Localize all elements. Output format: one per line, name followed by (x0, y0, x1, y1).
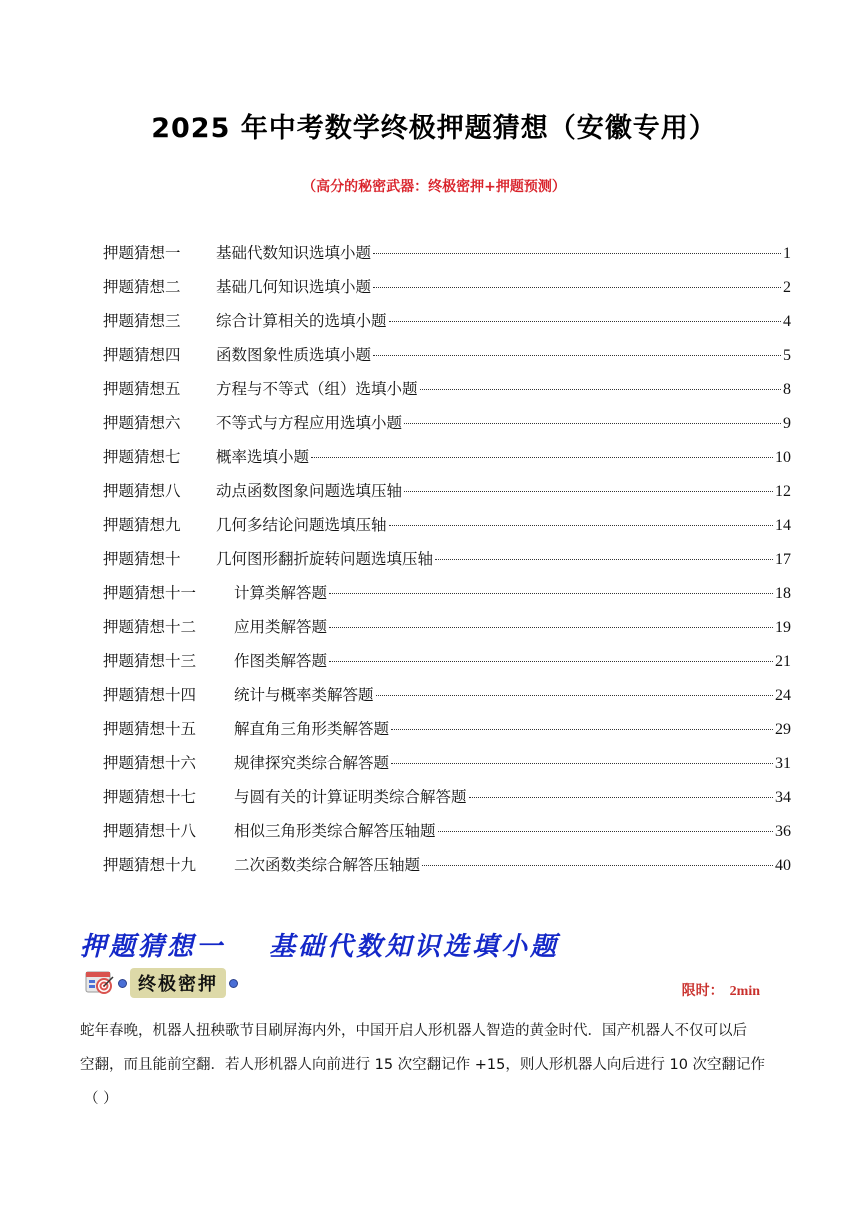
toc-entry-page: 19 (775, 619, 791, 636)
toc-entry[interactable] (103, 445, 791, 479)
toc-entry-page: 8 (783, 381, 791, 398)
toc-dot-leader (391, 729, 773, 730)
toc-dot-leader (311, 457, 773, 458)
toc-entry-label: 押题猜想一 (103, 244, 181, 262)
toc-entry-page: 12 (775, 483, 791, 500)
final-prediction-badge (85, 968, 241, 998)
toc-entry[interactable] (103, 411, 791, 445)
time-limit-value: 2min (729, 984, 760, 999)
toc-entry[interactable] (103, 513, 791, 547)
question-line: 空翻，而且能前空翻．若人形机器人向前进行 15 次空翻记作 +15，则人形机器人向后进行 10 次空翻记作 (80, 1057, 766, 1073)
section-label: 押题猜想一 (80, 932, 226, 962)
toc-entry[interactable] (103, 717, 791, 751)
toc-entry[interactable] (103, 343, 791, 377)
toc-entry-page: 18 (775, 585, 791, 602)
toc-entry-label: 押题猜想八 (103, 482, 181, 500)
toc-entry[interactable] (103, 751, 791, 785)
toc-dot-leader (329, 661, 773, 662)
toc-entry-page: 1 (783, 245, 791, 262)
toc-dot-leader (373, 355, 781, 356)
toc-entry-label: 押题猜想十九 (103, 856, 197, 874)
toc-entry-label: 押题猜想十 (103, 550, 181, 568)
toc-entry-topic: 几何多结论问题选填压轴 (216, 516, 387, 534)
toc-entry-topic: 方程与不等式（组）选填小题 (216, 380, 418, 398)
time-limit-label: 限时： (681, 983, 724, 999)
toc-dot-leader (438, 831, 773, 832)
toc-entry-label: 押题猜想十二 (103, 618, 197, 636)
toc-dot-leader (435, 559, 773, 560)
toc-entry-topic: 基础几何知识选填小题 (216, 278, 372, 296)
toc-entry[interactable] (103, 241, 791, 275)
toc-dot-leader (373, 287, 781, 288)
badge-label: 终极密押 (130, 968, 226, 998)
toc-entry-page: 2 (783, 279, 791, 296)
toc-entry[interactable] (103, 649, 791, 683)
toc-entry-page: 9 (783, 415, 791, 432)
toc-entry-topic: 基础代数知识选填小题 (216, 244, 372, 262)
toc-entry[interactable] (103, 547, 791, 581)
toc-entry-topic: 几何图形翻折旋转问题选填压轴 (216, 550, 434, 568)
toc-entry-topic: 函数图象性质选填小题 (216, 346, 372, 364)
answer-blank: （ ） (84, 1091, 118, 1107)
toc-entry[interactable] (103, 479, 791, 513)
toc-entry-label: 押题猜想十四 (103, 686, 197, 704)
toc-entry-label: 押题猜想十七 (103, 788, 197, 806)
toc-entry-page: 40 (775, 857, 791, 874)
toc-entry-label: 押题猜想三 (103, 312, 181, 330)
target-icon (85, 969, 115, 997)
toc-dot-leader (422, 865, 773, 866)
toc-entry-page: 24 (775, 687, 791, 704)
section-topic: 基础代数知识选填小题 (269, 932, 560, 962)
section-heading (80, 926, 559, 963)
document-title: 2025 年中考数学终极押题猜想（安徽专用） (151, 113, 717, 144)
toc-entry-topic: 计算类解答题 (234, 584, 328, 602)
toc-dot-leader (389, 321, 781, 322)
toc-entry-label: 押题猜想五 (103, 380, 181, 398)
toc-entry[interactable] (103, 581, 791, 615)
toc-entry-label: 押题猜想十五 (103, 720, 197, 738)
toc-entry[interactable] (103, 819, 791, 853)
toc-dot-leader (373, 253, 781, 254)
toc-entry[interactable] (103, 377, 791, 411)
toc-entry-topic: 与圆有关的计算证明类综合解答题 (234, 788, 467, 806)
toc-entry-topic: 作图类解答题 (234, 652, 328, 670)
toc-entry-topic: 应用类解答题 (234, 618, 328, 636)
question-line: 蛇年春晚，机器人扭秧歌节目刷屏海内外，中国开启人形机器人智造的黄金时代．国产机器人不仅可以后 (80, 1023, 747, 1039)
question-text (80, 1014, 788, 1116)
toc-dot-leader (404, 491, 773, 492)
toc-dot-leader (420, 389, 781, 390)
toc-dot-leader (329, 593, 773, 594)
toc-entry-page: 21 (775, 653, 791, 670)
toc-entry-topic: 不等式与方程应用选填小题 (216, 414, 403, 432)
toc-entry-topic: 综合计算相关的选填小题 (216, 312, 387, 330)
toc-entry-label: 押题猜想十六 (103, 754, 197, 772)
badge-dot-left (118, 979, 127, 988)
toc-entry-topic: 动点函数图象问题选填压轴 (216, 482, 403, 500)
toc-entry-label: 押题猜想六 (103, 414, 181, 432)
badge-dot-right (229, 979, 238, 988)
toc-dot-leader (391, 763, 773, 764)
toc-dot-leader (469, 797, 773, 798)
table-of-contents (103, 241, 791, 887)
toc-dot-leader (376, 695, 773, 696)
toc-entry-topic: 解直角三角形类解答题 (234, 720, 390, 738)
toc-entry-topic: 规律探究类综合解答题 (234, 754, 390, 772)
toc-entry-label: 押题猜想九 (103, 516, 181, 534)
toc-entry-label: 押题猜想二 (103, 278, 181, 296)
toc-entry-page: 17 (775, 551, 791, 568)
toc-entry-label: 押题猜想十一 (103, 584, 197, 602)
toc-entry-page: 29 (775, 721, 791, 738)
toc-entry-label: 押题猜想十八 (103, 822, 197, 840)
toc-entry-page: 36 (775, 823, 791, 840)
toc-entry-topic: 相似三角形类综合解答压轴题 (234, 822, 436, 840)
toc-entry-label: 押题猜想十三 (103, 652, 197, 670)
toc-entry-label: 押题猜想四 (103, 346, 181, 364)
toc-entry-page: 14 (775, 517, 791, 534)
toc-entry[interactable] (103, 683, 791, 717)
toc-dot-leader (389, 525, 773, 526)
toc-entry-page: 34 (775, 789, 791, 806)
toc-entry-page: 10 (775, 449, 791, 466)
toc-entry-page: 4 (783, 313, 791, 330)
toc-dot-leader (404, 423, 781, 424)
toc-entry-page: 5 (783, 347, 791, 364)
toc-entry-topic: 二次函数类综合解答压轴题 (234, 856, 421, 874)
toc-entry-topic: 概率选填小题 (216, 448, 310, 466)
toc-entry[interactable] (103, 785, 791, 819)
time-limit (682, 980, 760, 1000)
toc-entry-topic: 统计与概率类解答题 (234, 686, 374, 704)
toc-dot-leader (329, 627, 773, 628)
toc-entry[interactable] (103, 275, 791, 309)
toc-entry[interactable] (103, 615, 791, 649)
toc-entry-label: 押题猜想七 (103, 448, 181, 466)
toc-entry[interactable] (103, 853, 791, 887)
toc-entry-page: 31 (775, 755, 791, 772)
toc-entry[interactable] (103, 309, 791, 343)
document-subtitle: （高分的秘密武器：终极密押+押题预测） (302, 179, 566, 195)
